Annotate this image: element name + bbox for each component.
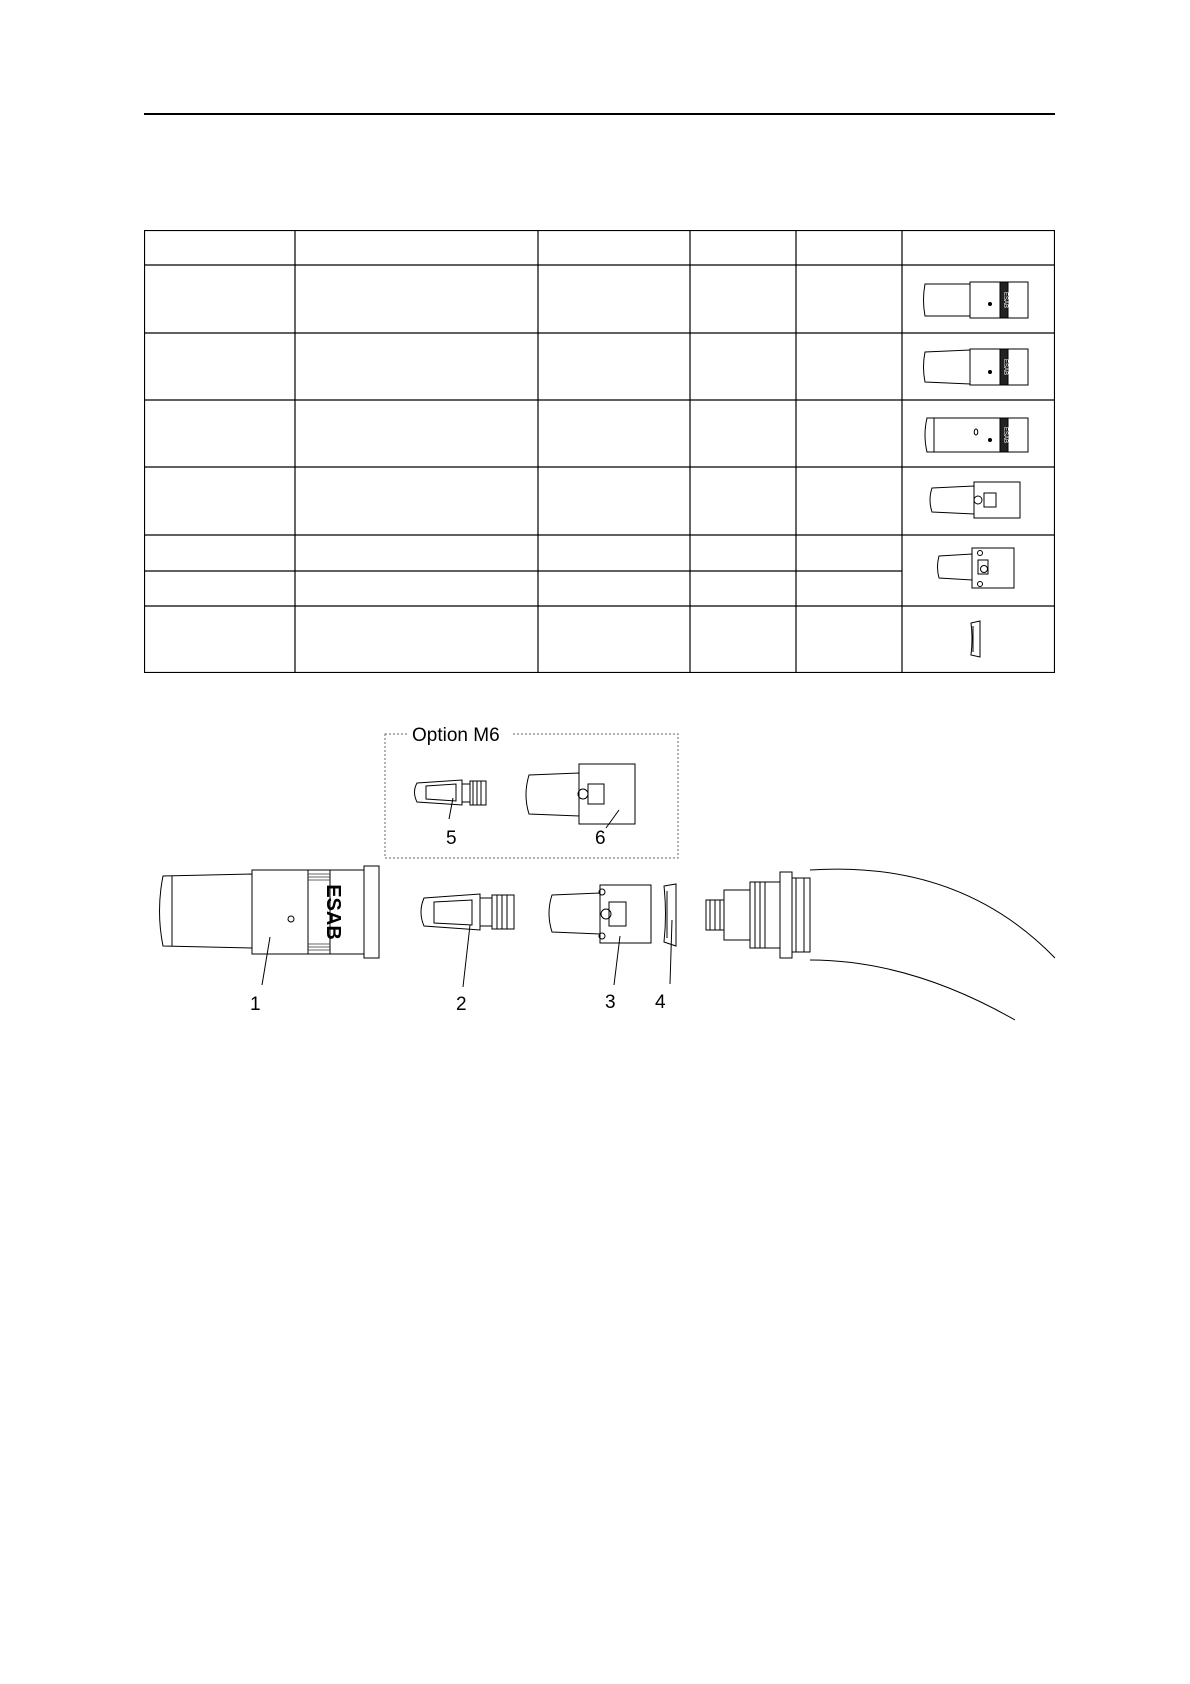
option-m6-title: Option M6 (412, 725, 500, 746)
thumb-gas-nozzle-1 (924, 282, 1029, 318)
thumb-gas-nozzle-2 (924, 349, 1029, 385)
part-3-gas-diffuser (549, 885, 651, 985)
assembly-drawing (140, 720, 1060, 1020)
part-1-gas-nozzle (160, 866, 380, 985)
callout-2: 2 (456, 994, 467, 1015)
part-4-insulator (664, 884, 676, 984)
brand-esab-text: ESAB (322, 884, 344, 940)
callout-3: 3 (605, 992, 616, 1013)
thumb-gas-diffuser-1 (930, 482, 1020, 518)
parts-table (144, 230, 1055, 673)
callout-1: 1 (250, 994, 261, 1015)
exploded-assembly-figure (140, 720, 1060, 1020)
header-rule (144, 113, 1055, 115)
part-5-contact-tip (415, 780, 487, 819)
thumb-brand-text-1: ESAB (1002, 291, 1008, 309)
callout-6: 6 (595, 828, 606, 849)
option-m6-box (385, 722, 678, 858)
thumb-brand-text-2: ESAB (1002, 358, 1008, 376)
parts-table-grid (144, 230, 1055, 673)
thumb-gas-diffuser-2 (938, 548, 1015, 588)
callout-4: 4 (655, 992, 666, 1013)
part-6-gas-diffuser (526, 764, 635, 828)
thumb-insulator (971, 621, 980, 657)
thumb-gas-nozzle-3 (925, 418, 1028, 452)
thumb-brand-text-3: ESAB (1002, 426, 1008, 444)
part-2-contact-tip (421, 894, 514, 987)
callout-5: 5 (446, 828, 457, 849)
torch-neck (706, 869, 1055, 1020)
